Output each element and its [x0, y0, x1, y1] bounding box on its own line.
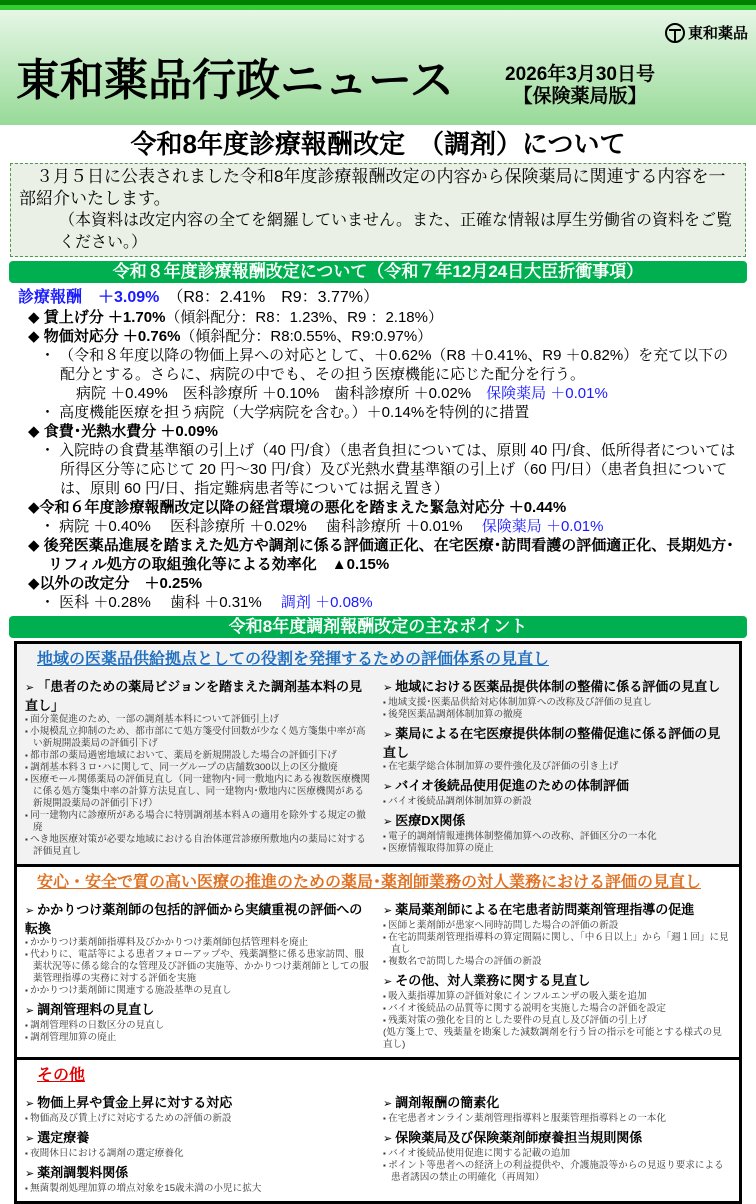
section1-header: 令和８年度診療報酬改定について（令和７年12月24日大臣折衝事項）	[9, 261, 747, 283]
item-bullet: ▪ 医師と薬剤師が患家へ同時訪問した場合の評価の新設	[383, 920, 731, 932]
item-heading: ➢ 物価上昇や賃金上昇に対する対応	[25, 1094, 373, 1113]
item-bullet: ▪ 医療モール関係薬局の評価見直し（同一建物内･同一敷地内にある複数医療機関に係る処方箋集中率の計算方法見直し、同一建物内･敷地内に医療機関がある新規開設薬局の評価引下げ）	[25, 774, 373, 810]
section2-header: 令和8年度調剤報酬改定の主なポイント	[9, 616, 747, 638]
item-bullet: ▪ バイオ後続品使用促進に関する記載の追加	[383, 1148, 731, 1160]
issue-date	[505, 64, 655, 108]
item-heading: ➢ 医療DX関係	[383, 812, 731, 831]
item-heading: ➢ バイオ後続品使用促進のための体制評価	[383, 777, 731, 796]
item-bullet: ▪ 電子的調剤情報連携体制整備加算への改称、評価区分の一本化	[383, 831, 731, 843]
item-heading: ➢ 地域における医薬品提供体制の整備に係る評価の見直し	[383, 678, 731, 697]
company-logo	[665, 22, 748, 43]
pharmacy-allocation: 保険薬局 ＋0.01%	[486, 385, 608, 402]
emergency-bullet: ・ 病院 ＋0.40% 医科診療所 ＋0.02% 歯科診療所 ＋0.01%	[40, 518, 482, 535]
box-title: 安心・安全で質の高い医療の推進のための薬局･薬剤師業務の対人業務における評価の見直し	[37, 874, 702, 891]
item-bullet: ▪ 残薬対策の強化を目的とした要件の見直し及び評価の引上げ	[383, 1015, 731, 1027]
column-left	[25, 674, 373, 858]
total-rate: 診療報酬 ＋3.09%	[18, 289, 160, 306]
price-detail: （傾斜配分：R8:0.55%、R9:0.97%）	[180, 328, 433, 345]
item-bullet: ▪ 物価高及び賃上げに対応するための評価の新設	[25, 1113, 373, 1125]
efficiency-item: ◆ 後発医薬品進展を踏まえた処方や調剤に係る評価適正化、在宅医療･訪問看護の評価適正化、長期処方･リフィル処方の取組強化等による効率化 ▲0.15%	[28, 537, 734, 573]
box-other	[14, 1060, 742, 1204]
edition-text: 【保険薬局版】	[513, 86, 647, 107]
item-heading: ➢ 「患者のための薬局ビジョンを踏まえた調剤基本料の見直し」	[25, 678, 373, 714]
item-bullet: ▪ 代わりに、電話等による患者フォローアップや、残薬調整に係る患家訪問、服薬状況等に係る総合的な管理及び評価の実施等、かかりつけ薬剤師としての服薬管理指導の実務に対する評価を実施	[25, 949, 373, 985]
column-left	[25, 1090, 373, 1195]
revision-summary	[18, 287, 743, 612]
item-bullet: ▪ バイオ後続品調剤体制加算の新設	[383, 796, 731, 808]
hospital-bullet: ・ 高度機能医療を担う病院（大学病院を含む。）＋0.14%を特例的に措置	[40, 404, 530, 421]
item-heading: ➢ 選定療養	[25, 1129, 373, 1148]
item-bullet: ▪ 吸入薬指導加算の評価対象にインフルエンザの吸入薬を追加	[383, 991, 731, 1003]
item-bullet: ▪ かかりつけ薬剤師に関連する施設基準の見直し	[25, 985, 373, 997]
column-right	[383, 1090, 731, 1195]
intro-box	[10, 163, 746, 257]
allocation-text: 病院 ＋0.49% 医科診療所 ＋0.10% 歯科診療所 ＋0.02%	[76, 385, 487, 402]
item-bullet: ▪ 在宅患者オンライン薬剤管理指導料と服薬管理指導料との一本化	[383, 1113, 731, 1125]
box-title: その他	[37, 1067, 86, 1084]
page-title: 令和8年度診療報酬改定 （調剤）について	[130, 129, 626, 159]
item-heading: ➢ 薬剤調製料関係	[25, 1164, 373, 1183]
item-heading: ➢ 保険薬局及び保険薬剤師療養担当規則関係	[383, 1129, 731, 1148]
item-bullet: ▪ かかりつけ薬剤師指導料及びかかりつけ薬剤師包括管理料を廃止	[25, 937, 373, 949]
food-item: ◆ 食費･光熱水費分 ＋0.09%	[28, 423, 218, 440]
item-bullet: ▪ へき地医療対策が必要な地域における自治体運営診療所敷地内の薬局に対する評価見直し	[25, 834, 373, 858]
wage-detail: （傾斜配分：R8：1.23%、R9 ：2.18%）	[165, 309, 443, 326]
box-columns	[25, 897, 731, 1051]
item-bullet: ▪ バイオ後続品の品質等に関する説明を実施した場合の評価を設定	[383, 1003, 731, 1015]
newsletter-title: 東和薬品行政ニュース	[16, 56, 454, 105]
column-right	[383, 897, 731, 1051]
item-note: (処方箋上で、残薬量を勘案した減数調剤を行う旨の指示を可能とする様式の見直し)	[383, 1027, 722, 1050]
item-heading: ➢ かかりつけ薬剤師の包括的評価から実績重視の評価への転換	[25, 901, 373, 937]
item-bullet: ▪ 調剤管理料の日数区分の見直し	[25, 1020, 373, 1032]
dispensing-rate: 調剤 ＋0.08%	[280, 594, 373, 611]
other-bullet: ・ 医科 ＋0.28% 歯科 ＋0.31%	[40, 594, 281, 611]
item-heading: ➢ 薬局による在宅医療提供体制の整備促進に係る評価の見直し	[383, 725, 731, 761]
price-item: ◆ 物価対応分 ＋0.76%	[28, 328, 181, 345]
item-bullet: ▪ 地域支援･医薬品供給対応体制加算への改称及び評価の見直し	[383, 697, 731, 709]
box-columns	[25, 674, 731, 858]
item-bullet: ▪ 医療情報取得加算の廃止	[383, 843, 731, 855]
item-bullet: ▪ 同一建物内に診療所がある場合に特別調剤基本料Ａの適用を除外する規定の撤廃	[25, 810, 373, 834]
item-bullet: ▪ 小規模乱立抑制のため、都市部にて処方箋受付回数が少なく処方箋集中率が高い新規開設薬局の評価引下げ	[25, 726, 373, 750]
item-bullet: ▪ 無菌製剤処理加算の増点対象を15歳未満の小児に拡大	[25, 1183, 373, 1195]
date-text: 2026年3月30日号	[505, 64, 655, 85]
item-heading: ➢ その他、対人業務に関する見直し	[383, 972, 731, 991]
item-heading: ➢ 調剤報酬の簡素化	[383, 1094, 731, 1113]
box-patient-services	[14, 867, 742, 1060]
item-heading: ➢ 調剤管理料の見直し	[25, 1001, 373, 1020]
box-regional-supply	[14, 641, 742, 867]
column-right	[383, 674, 731, 858]
box-title: 地域の医薬品供給拠点としての役割を発揮するための評価体系の見直し	[37, 651, 550, 668]
item-bullet: ▪ 夜間休日における調剤の選定療養化	[25, 1148, 373, 1160]
item-bullet: ▪ 複数名で訪問した場合の評価の新設	[383, 956, 731, 968]
price-bullet: ・ （令和８年度以降の物価上昇への対応として、＋0.62%（R8 ＋0.41%、R9 ＋0.82%）を充て以下の配分とする。さらに、病院の中でも、その担う医療機能に応じた配分を行う。	[40, 347, 729, 383]
item-bullet: ▪ ポイント等患者への経済上の利益提供や、介護施設等からの見返り要求による患者誘因の禁止の明確化（再周知）	[383, 1160, 731, 1184]
header-banner	[0, 10, 756, 125]
other-item: ◆以外の改定分 ＋0.25%	[28, 575, 203, 592]
box-columns	[25, 1090, 731, 1195]
top-bar	[0, 0, 756, 10]
column-left	[25, 897, 373, 1051]
total-rate-detail: （R8：2.41% R9：3.77%）	[159, 289, 380, 306]
food-bullet: ・ 入院時の食費基準額の引上げ（40 円/食）（患者負担については、原則 40 円/食、低所得者については所得区分等に応じて 20 円～30 円/食）及び光熱水費基準額の引上げ（60 円/日）（患者負担については、原則 60 円/日、指定難病患者等については据え置き）	[40, 442, 736, 497]
intro-note: （本資料は改定内容の全てを網羅していません。また、正確な情報は厚生労働省の資料をご覧ください。）	[59, 212, 732, 251]
item-bullet: ▪ 調剤管理加算の廃止	[25, 1032, 373, 1044]
item-bullet: ▪ 在宅薬学総合体制加算の要件強化及び評価の引き上げ	[383, 761, 731, 773]
item-bullet: ▪ 後発医薬品調剤体制加算の撤廃	[383, 709, 731, 721]
logo-text: 東和薬品	[687, 25, 748, 42]
item-bullet: ▪ 都市部の薬局過密地域において、薬局を新規開設した場合の評価引下げ	[25, 750, 373, 762]
emergency-item: ◆令和６年度診療報酬改定以降の経営環境の悪化を踏まえた緊急対応分 ＋0.44%	[28, 499, 567, 516]
wage-item: ◆ 賃上げ分 ＋1.70%	[28, 309, 166, 326]
emergency-pharmacy: 保険薬局 ＋0.01%	[481, 518, 604, 535]
intro-text: ３月５日に公表されました令和8年度診療報酬改定の内容から保険薬局に関連する内容を一部紹介いたします。	[19, 167, 726, 208]
item-bullet: ▪ 在宅訪問薬剤管理指導料の算定間隔に関し、「中６日以上」から「週１回」に見直し	[383, 932, 731, 956]
item-heading: ➢ 薬局薬剤師による在宅患者訪問薬剤管理指導の促進	[383, 901, 731, 920]
item-bullet: ▪ 面分業促進のため、一部の調剤基本料について評価引上げ	[25, 714, 373, 726]
logo-mark-icon	[665, 23, 685, 43]
item-bullet: ▪ 調剤基本料３ロ･ハに関して、同一グループの店舗数300以上の区分撤廃	[25, 762, 373, 774]
